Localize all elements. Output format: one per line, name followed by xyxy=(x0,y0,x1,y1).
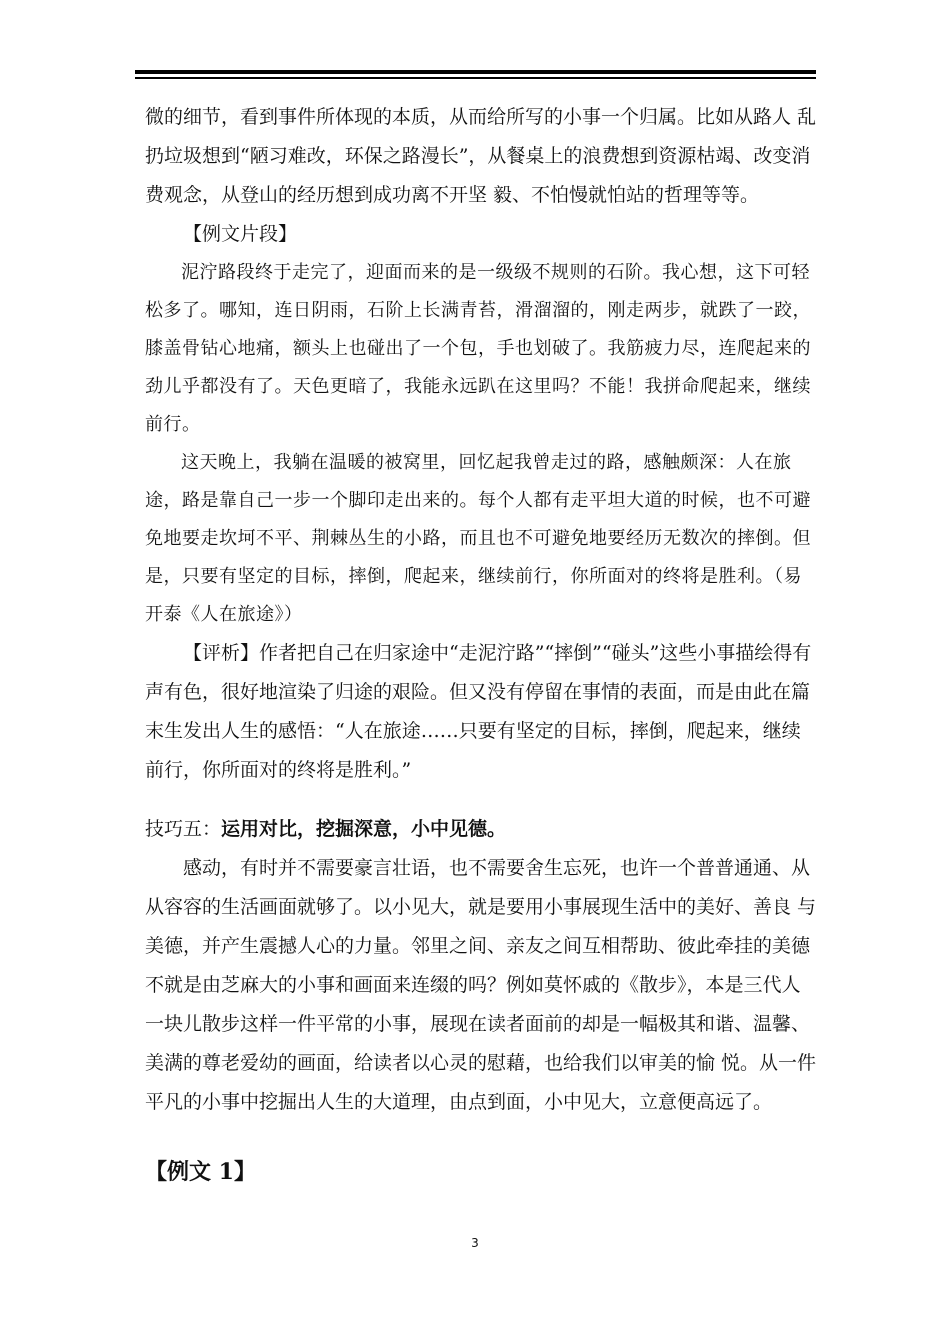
analysis-label: 【评析】 xyxy=(183,642,260,664)
page-number: 3 xyxy=(471,1236,479,1250)
tip-title: 运用对比，挖掘深意，小中见德。 xyxy=(221,818,507,840)
analysis-text: 作者把自己在归家途中“走泥泞路”“摔倒”“碰头”这些小事描绘得有声有色，很好地渲染了归途的艰险。但又没有停留在事情的表面，而是由此在篇末生发出人生的感悟：“人在旅途……只要有坚定的目标，摔倒，爬起来，继续前行，你所面对的终将是胜利。” xyxy=(145,642,812,781)
analysis-paragraph xyxy=(145,634,817,790)
example-fragment-label: 【例文片段】 xyxy=(183,223,298,245)
header-rule-thin xyxy=(135,77,816,79)
tip-body: 感动，有时并不需要豪言壮语，也不需要舍生忘死，也许一个普普通通、从从容容的生活画面就够了。以小见大，就是要用小事展现生活中的美好、善良 与美德，并产生震撼人心的力量。邻里之间、亲友之间互相帮助、彼此牵挂的美德不就是由芝麻大的小事和画面来连缀的吗？例如莫怀戚的《散步》，本是三代人一块儿散步这样一件平常的小事，展现在读者面前的却是一幅极其和谐、温馨、美满的尊老爱幼的画面，给读者以心灵的慰藉，也给我们以审美的愉 悦。从一件平凡的小事中挖掘出人生的大道理，由点到面，小中见大，立意便高远了。 xyxy=(145,857,817,1113)
paragraph-intro: 微的细节，看到事件所体现的本质，从而给所写的小事一个归属。比如从路人 乱扔垃圾想到“陋习难改，环保之路漫长”，从餐桌上的浪费想到资源枯竭、改变消费观念，从登山的经历想到成功离不开坚 毅、不怕慢就怕站的哲理等等。 xyxy=(145,106,817,206)
tip-label: 技巧五： xyxy=(145,818,222,840)
example-paragraph-1: 泥泞路段终于走完了，迎面而来的是一级级不规则的石阶。我心想，这下可轻松多了。哪知，连日阴雨，石阶上长满青苔，滑溜溜的，刚走两步，就跌了一跤，膝盖骨钻心地痛，额头上也碰出了一个包，手也划破了。我筋疲力尽，连爬起来的劲儿乎都没有了。天色更暗了，我能永远趴在这里吗？不能！我拼命爬起来，继续前行。 xyxy=(145,262,811,435)
tip-heading xyxy=(145,810,817,849)
header-rule-thick xyxy=(135,70,816,74)
example-1-heading: 【例文 1】 xyxy=(145,1159,256,1185)
example-paragraph-2: 这天晚上，我躺在温暖的被窝里，回忆起我曾走过的路，感触颇深：人在旅途，路是靠自己一步一个脚印走出来的。每个人都有走平坦大道的时候，也不可避免地要走坎坷不平、荆棘丛生的小路，而且也不可避免地要经历无数次的摔倒。但是，只要有坚定的目标，摔倒，爬起来，继续前行，你所面对的终将是胜利。（易开泰《人在旅途》） xyxy=(145,452,811,625)
document-body xyxy=(145,98,817,1192)
